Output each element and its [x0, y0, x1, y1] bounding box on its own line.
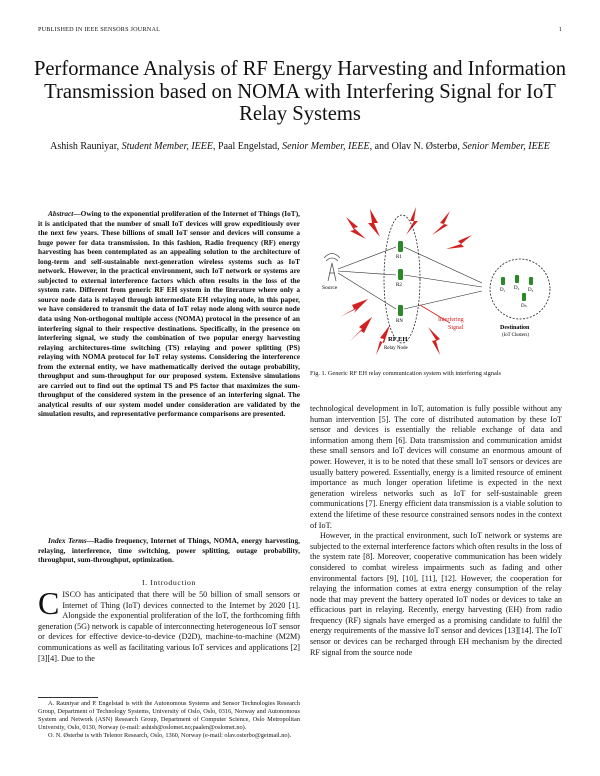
author-list: [40, 140, 560, 154]
paragraph-2: However, in the practical environment, such IoT network or systems are subjected to the external interference factors which often results in the loss of the system rate [8]. Moreover, cooperative communication has been widely considered to combat wireless impairments such as fading and other environmental factors [9], [10], [11], [12]. However, the cooperation for relaying the information comes at extra energy consumption of the relay node that may prevent the battery operated IoT nodes or devices to take an efficacious part in relaying. Recently, energy harvesting (EH) from radio frequency (RF) signals have emerged as a promising candidate to fulfil the energy requirements of the massive IoT sensor and devices [13][14]. The IoT sensor or devices can be recharged through EH mechanism by the directed RF signal from the source node: [310, 531, 562, 657]
interference-bolts: [340, 207, 472, 355]
index-terms-label: Index Terms: [48, 536, 87, 545]
author-3: , and Olav N. Østerbø,: [369, 141, 463, 152]
bolt-icon: [406, 207, 418, 235]
author-1-role: Student Member, IEEE: [121, 141, 214, 152]
relay-node-icon: [398, 269, 403, 280]
footnote-rule: [38, 697, 98, 698]
svg-text:R2: R2: [396, 283, 402, 288]
index-terms: [38, 536, 300, 565]
interference-label-2: Signal: [448, 325, 464, 331]
dn-label: Dₙ: [521, 304, 527, 309]
device-icon: [501, 277, 505, 285]
footnote-affiliation-2: O. N. Østerbø is with Telenor Research, Oslo, 1360, Norway (e-mail: olav.osterbo@getmail.no).: [48, 732, 292, 740]
page-number: 1: [558, 26, 562, 33]
bolt-icon: [368, 209, 380, 237]
relay-node-icon: [398, 241, 403, 252]
figure-caption: Fig. 1. Generic RF EH relay communication system with interfering signals: [310, 370, 501, 377]
bolt-icon: [432, 211, 450, 235]
introduction-paragraph: ISCO has anticipated that there will be 50 billion of small sensors or Internet of Thing (IoT) devices connected to the Internet by 2020 [1]. Alongside the exponential proliferation of the IoT, the forthcoming fifth generation (5G) network is capable of interconnecting heterogeneous IoT sensor or devices for effective device-to-device (D2D), machine-to-machine (M2M) communications as well as facilitating various IoT services and applications [2][3][4]. Due to the: [38, 590, 300, 663]
source-tower-icon: [324, 254, 340, 282]
relay-node-icon: [398, 305, 403, 316]
paragraph-1: technological development in IoT, automation is fully possible without any human intervention [5]. The core of distributed automation by these IoT sensor and devices is essentially the reliable exchange of data and information among them [6]. Data transmission and communication amidst these small sensors and IoT devices will consume an enormous amount of power. However, it is to be noted that these small IoT sensors or devices are usually battery powered. Essentially, energy is a limited resource of eminent importance as much longer operation lifetime is expected in the next generation wireless networks such as IoT for self-sustainable green communications [7]. Energy efficient data transmission is a viable solution to extend the lifetime of these resource constrained sensors nodes in the context of IoT.: [310, 404, 562, 530]
device-icon: [522, 293, 526, 301]
bolt-icon: [340, 299, 368, 317]
interference-label-1: Interfering: [438, 317, 464, 323]
index-terms-text: —Radio frequency, Internet of Things, NOMA, energy harvesting, relaying, interference, time switching, power splitting, outage probability, throughput, sum-throughput, optimization.: [38, 536, 300, 565]
bolt-icon: [428, 327, 440, 355]
bolt-icon: [350, 317, 372, 341]
paper-title: Performance Analysis of RF Energy Harvesting and Information Transmission based on NOMA with Interfering Signal for IoT Relay Systems: [33, 58, 567, 125]
journal-name: PUBLISHED IN IEEE SENSORS JOURNAL: [38, 26, 161, 33]
destination-sublabel: (IoT Clusters): [502, 333, 529, 338]
destination-label: Destination: [500, 325, 530, 331]
footnote-affiliation-1: A. Rauniyar and P. Engelstad is with the Autonomous Systems and Sensor Technologies Research Group, Department of Technology Systems, University of Oslo, Oslo, 0316, Norway and Autonomous System and Network (ASN) Research Group, Department of Computer Science, Oslo Metropolitan University, Oslo, 0130, Norway (e-mail: ashish@oslomet.no;paalen@oslomet.no).: [38, 700, 300, 732]
svg-text:R1: R1: [396, 255, 402, 260]
introduction-text: [38, 585, 300, 664]
author-3-role: Senior Member, IEEE: [462, 141, 550, 152]
bolt-icon: [446, 235, 472, 249]
section-heading-introduction: I. Introduction: [141, 578, 197, 587]
destination-links: [404, 247, 482, 309]
right-column-text: [310, 404, 562, 658]
relay-sublabel: Relay Node: [384, 346, 408, 351]
relay-label: RF EH: [388, 336, 408, 343]
drop-cap: C: [38, 585, 60, 621]
destination-cluster: [490, 259, 550, 319]
author-2-role: Senior Member, IEEE: [282, 141, 370, 152]
relay-nodes: [398, 241, 403, 316]
running-header: [38, 26, 562, 36]
bolt-icon: [346, 217, 366, 239]
d1-label: D₁: [500, 288, 506, 293]
svg-text:RN: RN: [396, 319, 403, 324]
abstract-label: Abstract: [48, 209, 74, 218]
abstract: [38, 209, 300, 419]
d2-label: D₂: [514, 286, 520, 291]
author-1: Ashish Rauniyar,: [50, 141, 122, 152]
system-diagram: [310, 205, 560, 363]
d3-label: D₃: [528, 288, 534, 293]
device-icon: [515, 275, 519, 283]
device-icon: [529, 277, 533, 285]
footnotes: [38, 700, 300, 740]
author-2: , Paal Engelstad,: [213, 141, 283, 152]
source-label: Source: [322, 285, 338, 291]
abstract-text: —Owing to the exponential proliferation of the Internet of Things (IoT), it is anticipated that the number of small IoT devices will grow expeditiously over the next few years. These billions of small IoT sensor and devices will consume a huge power for data transmission. In this fashion, Radio frequency (RF) energy harvesting has been contemplated as an appealing solution to the architecture of long-term and self-sustainable next-generation wireless systems such as IoT network. However, in the practical environment, such IoT network or systems are subjected to external interference factors which often results in the loss of the system rate. Different from generic RF EH system in the literature where only a source node data is relayed through intermediate EH relaying node, in this paper, we have considered to transmit the data of IoT relay node along with source node data using Non-orthogonal multiple access (NOMA) protocol in the presence of an interfering signal to their respective destinations. Specifically, in the presence on interfering signal, we study the combination of two popular energy harvesting relaying architectures-time switching (TS) relaying and power splitting (PS) relaying with NOMA protocol for IoT relay systems. Considering the interference from the external entity, we have mathematically derived the outage probability, throughput and sum-throughput for our proposed system. Extensive simulations are carried out to find out the optimal TS and PS factor that maximizes the sum-throughput of the considered system in the presence of an interfering signal. The analytical results of our system model under consideration are validated by the simulation results, and representative performance comparisons are presented.: [38, 209, 300, 419]
